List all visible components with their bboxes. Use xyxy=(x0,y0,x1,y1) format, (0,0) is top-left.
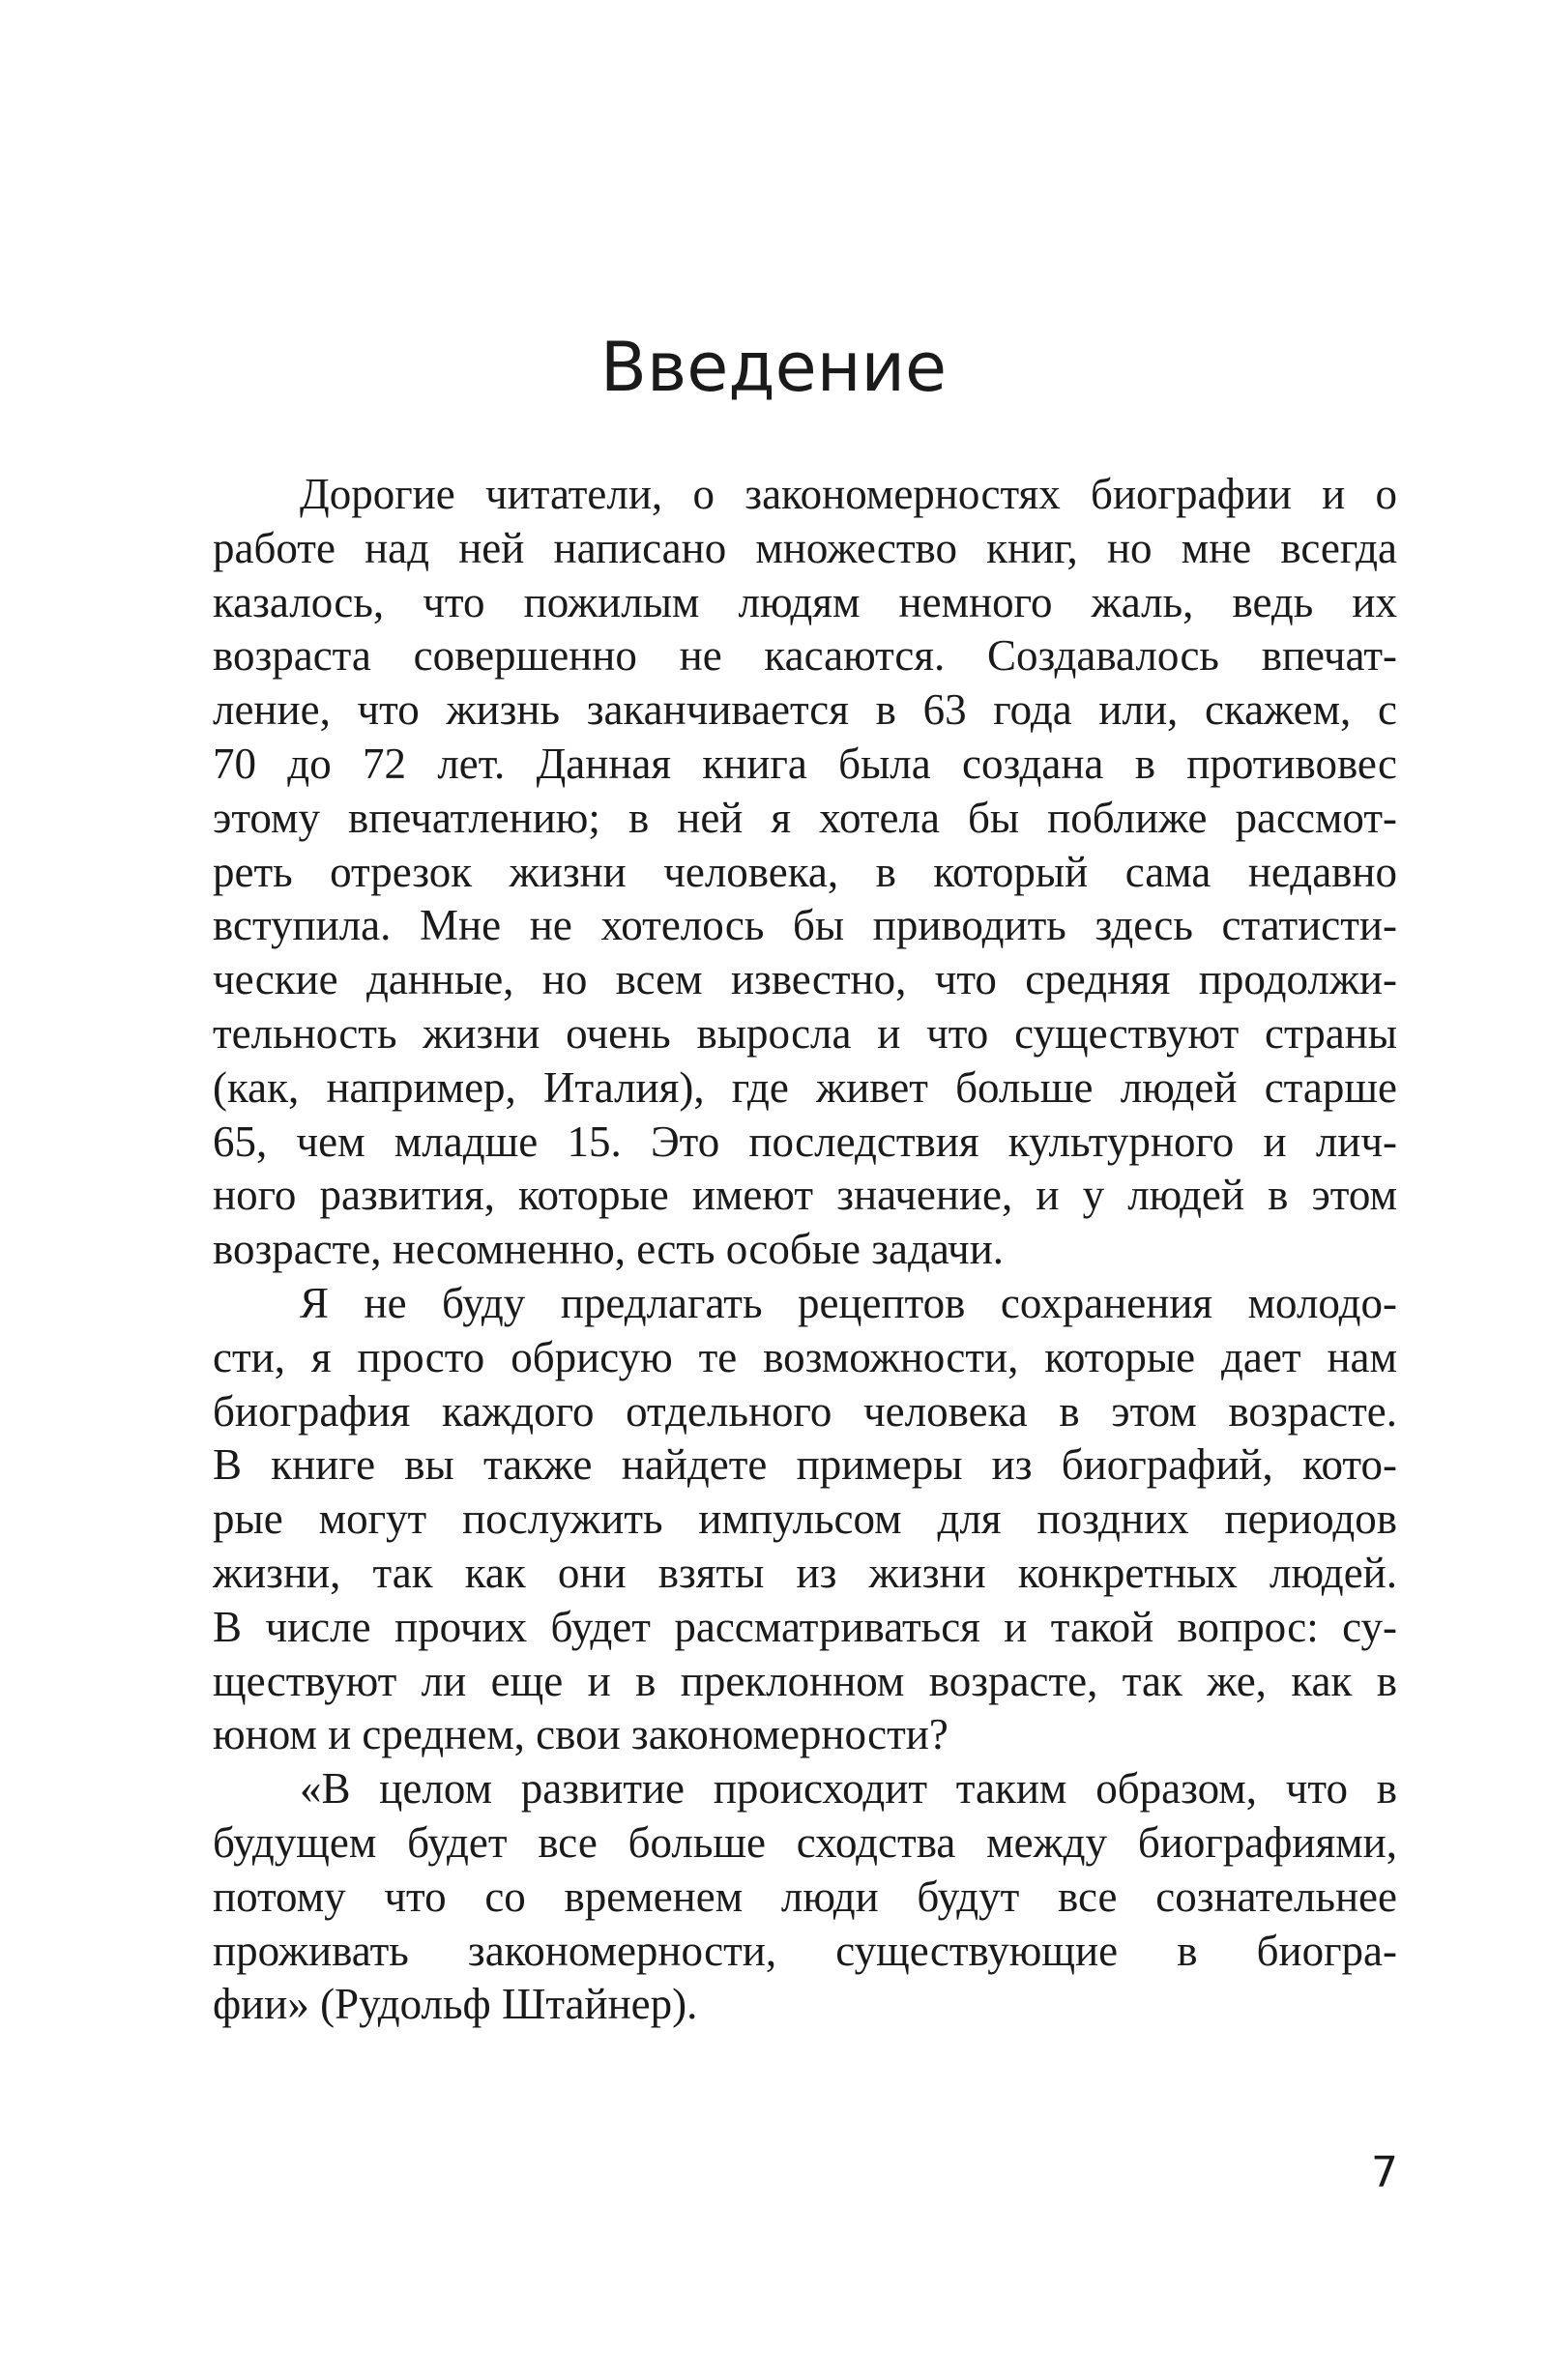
text-line: фии» (Рудольф Штайнер). xyxy=(213,1980,698,2029)
text-line: 65, чем младше 15. Это последствия культурного и лич- xyxy=(213,1117,1397,1166)
text-line: В числе прочих будет рассматриваться и такой вопрос: су- xyxy=(213,1602,1397,1651)
text-line: Я не буду предлагать рецептов сохранения молодо- xyxy=(300,1278,1397,1327)
text-line: «В целом развитие происходит таким образом, что в xyxy=(300,1764,1397,1814)
text-line: юном и среднем, свои закономерности? xyxy=(213,1710,949,1759)
paragraph-3 xyxy=(213,1762,1397,2032)
text-line: 70 до 72 лет. Данная книга была создана в противовес xyxy=(213,739,1397,788)
text-line: ление, что жизнь заканчивается в 63 года или, скажем, с xyxy=(213,685,1397,735)
text-line: рые могут послужить импульсом для поздних периодов xyxy=(213,1495,1397,1544)
paragraph-2 xyxy=(213,1277,1397,1762)
text-line: В книге вы также найдете примеры из биографий, кото- xyxy=(213,1440,1397,1490)
text-line: сти, я просто обрисую те возможности, которые дает нам xyxy=(213,1332,1397,1381)
text-line: работе над ней написано множество книг, но мне всегда xyxy=(213,523,1397,572)
text-line: (как, например, Италия), где живет больше людей старше xyxy=(213,1062,1397,1112)
text-line: ного развития, которые имеют значение, и у людей в этом xyxy=(213,1171,1397,1220)
paragraph-1 xyxy=(213,468,1397,1277)
body-text xyxy=(213,468,1397,2032)
text-line: жизни, так как они взяты из жизни конкретных людей. xyxy=(213,1548,1397,1597)
text-line: биография каждого отдельного человека в этом возрасте. xyxy=(213,1386,1397,1436)
text-line: потому что со временем люди будут все сознательнее xyxy=(213,1872,1397,1921)
text-line: ществуют ли еще и в преклонном возрасте, так же, как в xyxy=(213,1656,1397,1705)
page-number: 7 xyxy=(1371,2148,1398,2197)
text-line: возрасте, несомненно, есть особые задачи. xyxy=(213,1225,1005,1274)
text-line: будущем будет все больше сходства между биографиями, xyxy=(213,1817,1397,1867)
text-line: этому впечатлению; в ней я хотела бы поближе рассмот- xyxy=(213,793,1397,842)
text-line: Дорогие читатели, о закономерностях биографии и о xyxy=(300,470,1397,518)
text-line: проживать закономерности, существующие в биогра- xyxy=(213,1926,1397,1975)
page-title: Введение xyxy=(599,328,948,407)
text-line: вступила. Мне не хотелось бы приводить здесь статисти- xyxy=(213,901,1397,950)
text-line: тельность жизни очень выросла и что существуют страны xyxy=(213,1008,1397,1058)
text-line: ческие данные, но всем известно, что средняя продолжи- xyxy=(213,955,1397,1004)
text-line: казалось, что пожилым людям немного жаль, ведь их xyxy=(213,577,1397,626)
text-line: реть отрезок жизни человека, в который сама недавно xyxy=(213,847,1397,896)
text-line: возраста совершенно не касаются. Создавалось впечат- xyxy=(213,631,1397,681)
